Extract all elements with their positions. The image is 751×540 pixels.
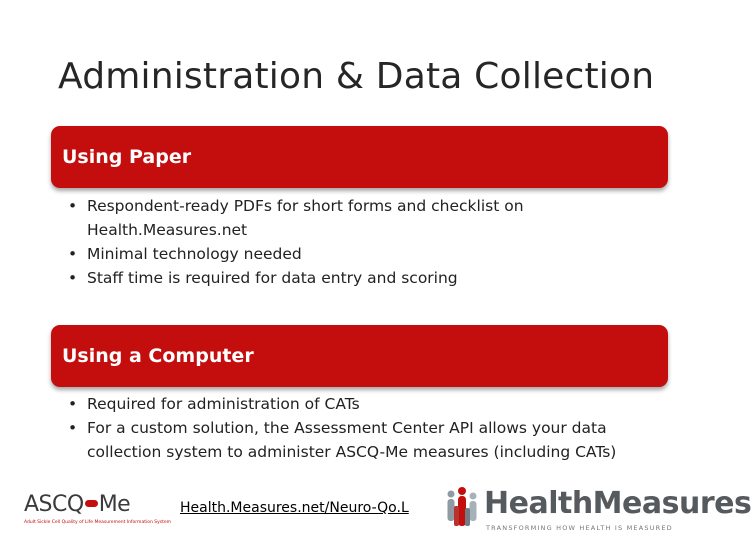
ascq-me-subtitle: Adult Sickle Cell Quality of Life Measurement Information System <box>24 520 172 525</box>
list-item <box>63 266 663 290</box>
bullet-icon: • <box>68 419 78 437</box>
bullet-list <box>63 194 663 290</box>
healthmeasures-logo <box>444 484 751 534</box>
list-item-text: Required for administration of CATs <box>87 395 360 413</box>
list-item-text: Respondent-ready PDFs for short forms and checklist on Health.Measures.net <box>87 197 524 239</box>
people-group-icon <box>444 486 480 532</box>
healthmeasures-wordmark: HealthMeasures <box>484 486 751 521</box>
bullet-list <box>63 392 663 464</box>
list-item <box>63 242 663 266</box>
list-item-text: Minimal technology needed <box>87 245 302 263</box>
red-dash-icon <box>85 500 98 507</box>
list-item <box>63 392 663 416</box>
section-header-paper <box>51 126 668 188</box>
bullet-icon: • <box>68 269 78 287</box>
ascq-me-logo <box>20 492 170 532</box>
bullet-icon: • <box>68 197 78 215</box>
bullet-icon: • <box>68 395 78 413</box>
section-header-label: Using Paper <box>62 146 192 168</box>
list-item <box>63 416 663 464</box>
section-header-label: Using a Computer <box>62 345 254 367</box>
section-body-paper <box>63 194 663 290</box>
health-measures-link[interactable]: Health.Measures.net/Neuro-Qo.L <box>180 500 409 516</box>
healthmeasures-tagline: TRANSFORMING HOW HEALTH IS MEASURED <box>486 524 673 532</box>
slide-title: Administration & Data Collection <box>58 56 655 97</box>
list-item-text: Staff time is required for data entry and scoring <box>87 269 458 287</box>
section-header-computer <box>51 325 668 387</box>
list-item-text: For a custom solution, the Assessment Center API allows your data collection system to administer ASCQ-Me measures (including CATs) <box>87 419 617 461</box>
bullet-icon: • <box>68 245 78 263</box>
ascq-me-wordmark: ASCQ Me <box>24 492 131 517</box>
list-item <box>63 194 663 242</box>
section-body-computer <box>63 392 663 464</box>
